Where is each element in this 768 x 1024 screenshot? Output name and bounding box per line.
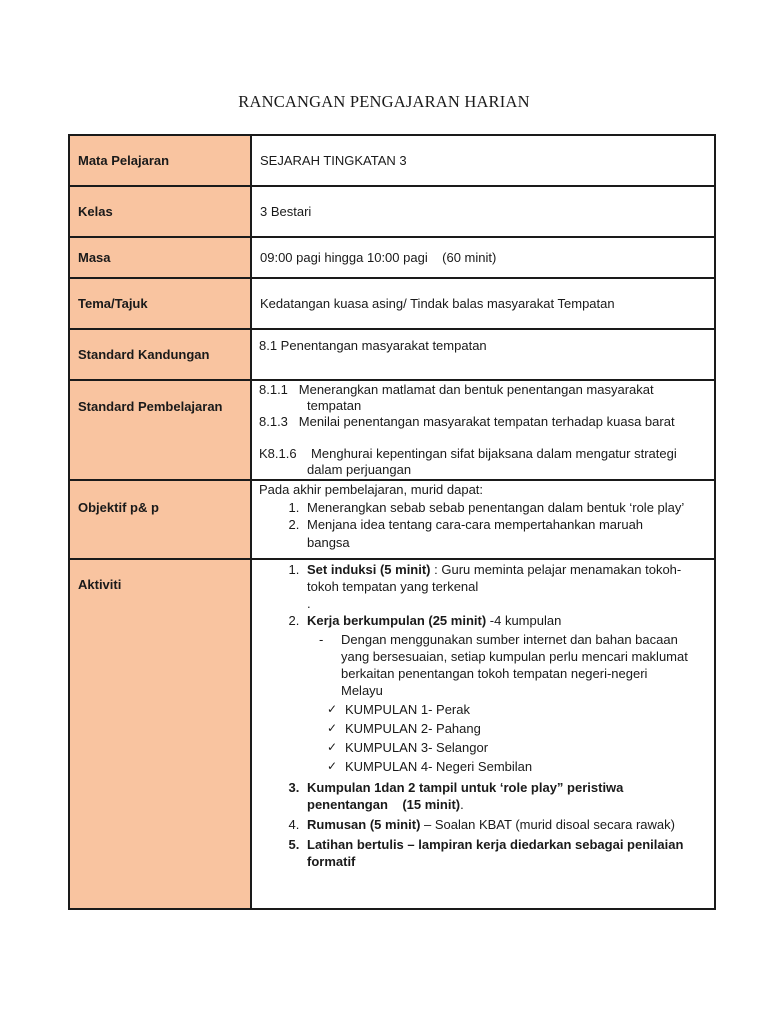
group-item — [327, 719, 708, 738]
value-cell — [251, 237, 715, 278]
step-text: : Guru meminta pelajar menamakan tokoh- — [430, 562, 682, 577]
objektif-text: Menerangkan sebab sebab penentangan dalam bentuk ‘role play’ — [307, 499, 685, 515]
label-standard-kandungan: Standard Kandungan — [78, 347, 210, 362]
label-masa: Masa — [78, 250, 111, 265]
sp-code: K8.1.6 — [259, 446, 297, 461]
label-cell — [69, 186, 251, 237]
objektif-list — [259, 499, 708, 552]
objektif-intro: Pada akhir pembelajaran, murid dapat: — [259, 482, 484, 497]
value-cell — [251, 278, 715, 329]
sp-item — [259, 446, 708, 462]
sp-text: Menilai penentangan masyarakat tempatan terhadap kuasa barat — [298, 414, 675, 429]
sp-item — [259, 414, 708, 430]
label-cell — [69, 480, 251, 559]
group-label: KUMPULAN 4- Negeri Sembilan — [345, 759, 533, 774]
sp-code: 8.1.3 — [259, 414, 288, 429]
sp-text-cont: tempatan — [307, 398, 362, 413]
value-tema: Kedatangan kuasa asing/ Tindak balas masyarakat Tempatan — [260, 296, 615, 311]
step-heading: 3. Kumpulan 1dan 2 tampil untuk ‘role play” peristiwa — [307, 780, 624, 795]
standard-pembelajaran-list — [252, 381, 714, 478]
aktiviti-step-4 — [303, 816, 708, 833]
check-icon: ✓ — [327, 759, 338, 773]
check-icon: ✓ — [327, 721, 338, 735]
aktiviti-step-3 — [303, 779, 708, 813]
group-item — [327, 738, 708, 757]
group-item — [327, 757, 708, 776]
value-cell — [251, 135, 715, 186]
step-2-details — [307, 631, 708, 776]
objektif-content — [252, 481, 714, 551]
check-icon: ✓ — [327, 740, 338, 754]
label-standard-pembelajaran: Standard Pembelajaran — [78, 398, 223, 414]
aktiviti-content — [252, 560, 714, 870]
label-aktiviti: Aktiviti — [78, 576, 122, 592]
objektif-text: 2. Menjana idea tentang cara-cara mempertahankan maruah — [307, 517, 644, 532]
label-tema: Tema/Tajuk — [78, 296, 148, 311]
label-cell — [69, 380, 251, 480]
value-standard-kandungan: 8.1 Penentangan masyarakat tempatan — [259, 338, 487, 353]
detail-text: berkaitan penentangan tokoh tempatan negeri-negeri — [341, 666, 648, 681]
label-mata-pelajaran: Mata Pelajaran — [78, 153, 170, 168]
row-objektif — [69, 480, 715, 559]
label-cell — [69, 329, 251, 380]
step-heading: 5. Latihan bertulis – lampiran kerja diedarkan sebagai penilaian — [307, 837, 684, 852]
objektif-item — [303, 499, 708, 517]
group-item — [327, 700, 708, 719]
check-icon: ✓ — [327, 702, 338, 716]
label-kelas: Kelas — [78, 204, 113, 219]
page-title: RANCANGAN PENGAJARAN HARIAN — [238, 92, 530, 111]
row-aktiviti — [69, 559, 715, 909]
value-cell — [251, 559, 715, 909]
step-text: – Soalan KBAT (murid disoal secara rawak) — [420, 817, 675, 832]
label-cell — [69, 278, 251, 329]
step-text: -4 kumpulan — [486, 613, 562, 628]
value-cell — [251, 186, 715, 237]
value-kelas: 3 Bestari — [260, 204, 312, 219]
step-heading-cont: penentangan (15 minit) — [307, 797, 461, 812]
step-heading: Kerja berkumpulan (25 minit) — [307, 613, 487, 628]
step-end: . — [460, 797, 464, 812]
value-cell — [251, 480, 715, 559]
label-objektif: Objektif p& p — [78, 499, 159, 515]
aktiviti-list — [259, 561, 708, 870]
row-tema — [69, 278, 715, 329]
step-heading: Set induksi (5 minit) — [307, 562, 431, 577]
value-cell — [251, 329, 715, 380]
aktiviti-step-1 — [303, 561, 708, 612]
value-masa: 09:00 pagi hingga 10:00 pagi (60 minit) — [260, 250, 497, 265]
step-heading-cont: formatif — [307, 854, 356, 869]
row-masa — [69, 237, 715, 278]
detail-text: Melayu — [341, 683, 383, 698]
step-heading: Rumusan (5 minit) — [307, 817, 421, 832]
sp-text: Menerangkan matlamat dan bentuk penentangan masyarakat — [298, 382, 654, 397]
value-cell — [251, 380, 715, 480]
sp-text-cont: dalam perjuangan — [307, 462, 412, 477]
group-label: KUMPULAN 1- Perak — [345, 702, 470, 717]
aktiviti-step-5 — [303, 836, 708, 870]
sp-text: Menghurai kepentingan sifat bijaksana dalam mengatur strategi — [311, 446, 677, 461]
aktiviti-step-2 — [303, 612, 708, 776]
step-text-cont: tokoh tempatan yang terkenal — [307, 579, 479, 594]
sp-item — [259, 382, 708, 398]
objektif-item — [303, 516, 708, 551]
detail-text: Dengan menggunakan sumber internet dan bahan bacaan — [341, 632, 678, 647]
label-cell — [69, 135, 251, 186]
row-standard-pembelajaran — [69, 380, 715, 480]
detail-item: - Dengan menggunakan sumber internet dan bahan bacaan yang bersesuaian, setiap kumpulan perlu mencari maklumat berkaitan penentangan tokoh tempatan negeri-negeri Melayu ✓ KUMPULAN 1- Perak ✓ KUMPULAN 2- Pahang ✓ KUMPULAN 3- Selangor ✓ KUMPULAN 4- Negeri Sembilan — [337, 631, 708, 776]
step-dot: . — [307, 596, 311, 611]
objektif-text-cont: bangsa — [307, 534, 350, 550]
group-label: KUMPULAN 2- Pahang — [345, 721, 481, 736]
detail-text: yang bersesuaian, setiap kumpulan perlu mencari maklumat — [341, 649, 688, 664]
label-cell — [69, 237, 251, 278]
lesson-plan-table — [68, 134, 716, 910]
label-cell — [69, 559, 251, 909]
sp-code: 8.1.1 — [259, 382, 288, 397]
group-label: KUMPULAN 3- Selangor — [345, 740, 489, 755]
value-mata-pelajaran: SEJARAH TINGKATAN 3 — [260, 153, 407, 168]
row-mata-pelajaran — [69, 135, 715, 186]
row-standard-kandungan — [69, 329, 715, 380]
row-kelas — [69, 186, 715, 237]
